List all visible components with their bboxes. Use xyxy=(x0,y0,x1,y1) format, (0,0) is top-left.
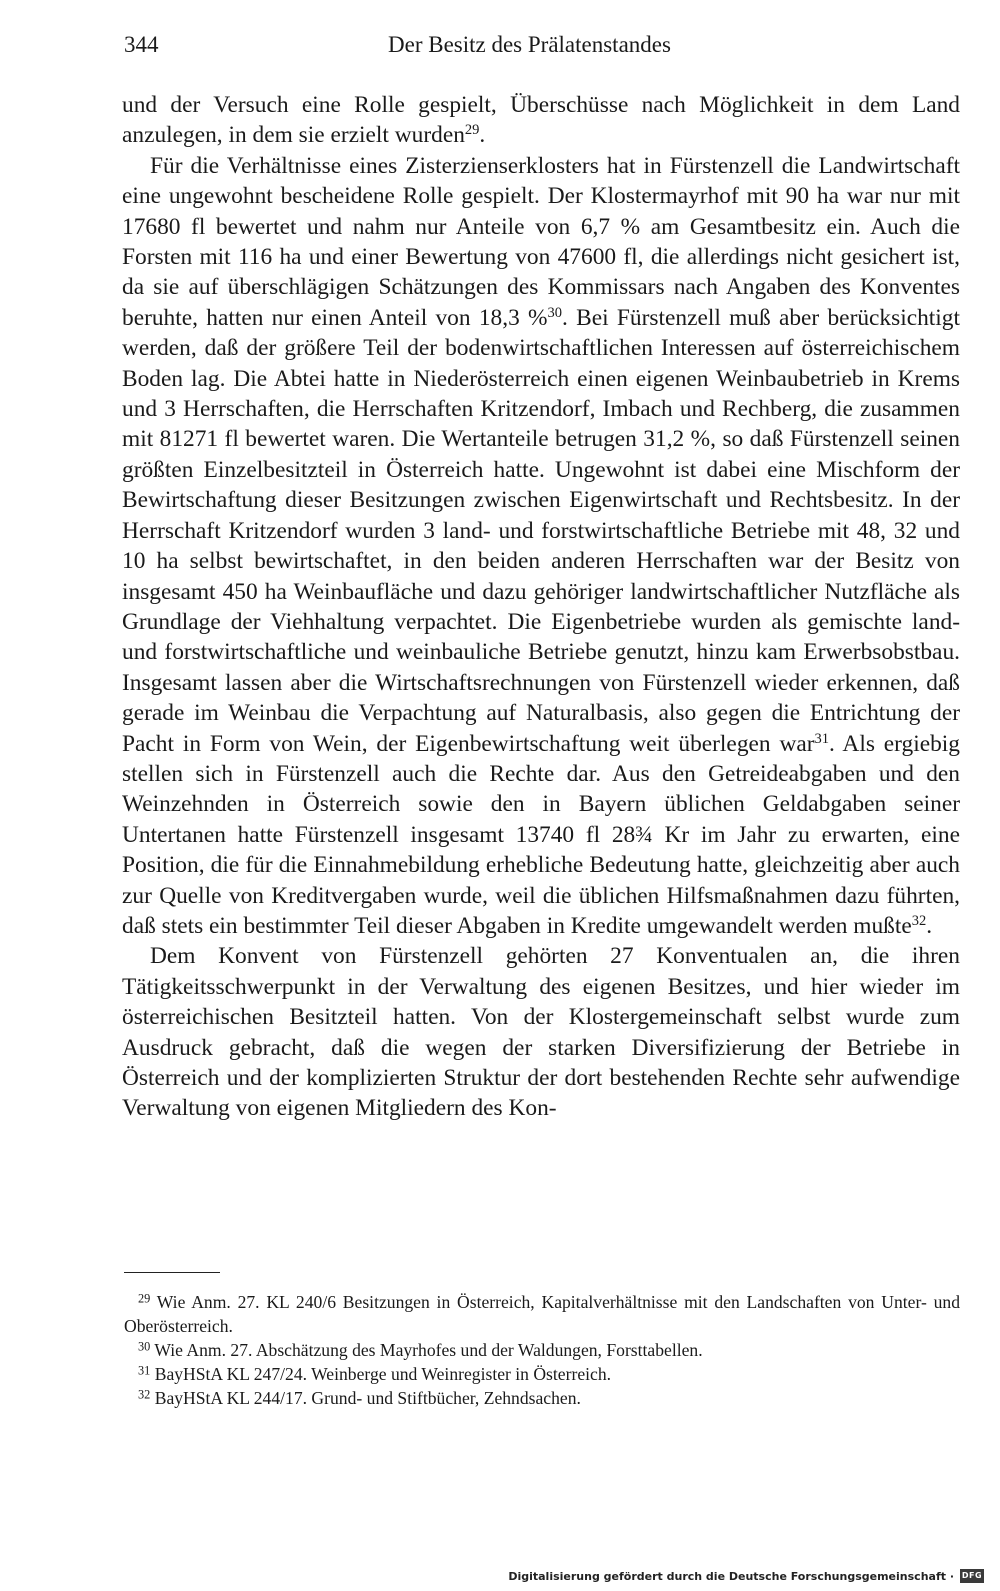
paragraph-text: . xyxy=(926,912,933,939)
page-number: 344 xyxy=(124,32,159,57)
digitization-credit xyxy=(508,1567,984,1585)
footnotes xyxy=(124,1290,960,1410)
footnote-number: 29 xyxy=(138,1291,151,1306)
body-text xyxy=(122,90,960,1124)
footnote-number: 32 xyxy=(138,1387,151,1402)
footnote xyxy=(124,1338,960,1362)
footnote-text: Wie Anm. 27. Abschätzung des Mayrhofes und der Waldungen, Forsttabellen. xyxy=(150,1340,703,1360)
footnote-text: BayHStA KL 244/17. Grund- und Stiftbücher, Zehndsachen. xyxy=(150,1388,581,1408)
credit-text: Digitalisierung gefördert durch die Deutsche Forschungsgemeinschaft · xyxy=(508,1569,954,1583)
paragraph-text: und der Versuch eine Rolle gespielt, Überschüsse nach Möglichkeit in dem Land anzulegen, in dem sie erzielt wurden xyxy=(122,92,960,149)
footnote-marker: 31 xyxy=(814,730,830,747)
paragraph-text: . Bei Fürstenzell muß aber berücksichtigt werden, daß der größere Teil der bodenwirtschaftlichen Interessen auf österreichischem Boden lag. Die Abtei hatte in Niederösterreich einen eigenen Weinbaubetrieb in Krems und 3 Herrschaften, die Herrschaften Kritzendorf, Imbach und Rechberg, die zusammen mit 81271 fl bewertet waren. Die Wertanteile betrugen 31,2 %, so daß Fürstenzell seinen größten Einzelbesitzteil in Österreich hatte. Ungewohnt ist dabei eine Mischform der Bewirtschaftung dieser Besitzungen zwischen Eigenwirtschaft und Rechtsbesitz. In der Herrschaft Kritzendorf wurden 3 land- und forstwirtschaftliche Betriebe mit 48, 32 und 10 ha selbst bewirtschaftet, in den beiden anderen Herrschaften war der Besitz von insgesamt 450 ha Weinbaufläche und dazu gehöriger landwirtschaftlicher Nutzfläche als Grundlage der Viehhaltung verpachtet. Die Eigenbetriebe wurden als gemischte land- und forstwirtschaftliche und weinbauliche Betriebe genutzt, hinzu kam Erwerbsobstbau. Insgesamt lassen aber die Wirtschaftsrechnungen von Fürstenzell wieder erkennen, daß gerade im Weinbau die Verpachtung auf Naturalbasis, also gegen die Entrichtung der Pacht in Form von Wein, der Eigenbewirtschaftung weit überlegen war xyxy=(122,304,960,757)
footnote-marker: 32 xyxy=(911,913,927,929)
paragraph xyxy=(122,941,960,1123)
paragraph-text: Für die Verhältnisse eines Zisterzienserklosters hat in Fürstenzell die Landwirtschaft eine ungewohnt bescheidene Rolle gespielt. Der Klostermayrhof mit 90 ha war nur mit 17680 fl bewertet und nahm nur Anteile von 6,7 % am Gesamtbesitz ein. Auch die Forsten mit 116 ha und einer Bewertung von 47600 fl, die allerdings nicht gesichert ist, da sie auf überschlägigen Schätzungen des Kommissars nach Angaben des Konventes beruhte, hatten nur einen Anteil von 18,3 % xyxy=(122,152,960,331)
footnote-text: Wie Anm. 27. KL 240/6 Besitzungen in Österreich, Kapitalverhältnisse mit den Landschaften von Unter- und Oberösterreich. xyxy=(124,1292,960,1336)
paragraph xyxy=(122,90,960,151)
paragraph xyxy=(122,151,960,942)
paragraph-text: Dem Konvent von Fürstenzell gehörten 27 Konventualen an, die ihren Tätigkeitsschwerpunkt in der Verwaltung des eigenen Besitzes, und hier wieder im österreichischen Besitzteil hatten. Von der Klostergemeinschaft selbst wurde zum Ausdruck gebracht, daß die wegen der starken Diversifizierung der Betriebe in Österreich und der komplizierten Struktur der dort bestehenden Rechte sehr aufwendige Verwaltung von eigenen Mitgliedern des Kon- xyxy=(122,943,960,1122)
footnote xyxy=(124,1386,960,1410)
footnote xyxy=(124,1290,960,1338)
paragraph-text: . xyxy=(479,122,486,149)
dfg-logo: DFG xyxy=(960,1569,984,1583)
footnote-separator xyxy=(124,1272,220,1273)
paragraph-text: . Als ergiebig stellen sich in Fürstenzell auch die Rechte dar. Aus den Getreideabgaben und den Weinzehnden in Österreich sowie den in Bayern üblichen Geldabgaben seiner Untertanen hatte Fürstenzell insgesamt 13740 fl 28¾ Kr im Jahr zu erwarten, eine Position, die für die Einnahmebildung erhebliche Bedeutung hatte, gleichzeitig aber auch zur Quelle von Kreditvergaben wurde, weil die üblichen Hilfsmaßnahmen dazu führten, daß stets ein bestimmter Teil dieser Abgaben in Kredite umgewandelt werden mußte xyxy=(122,730,960,939)
footnote-number: 30 xyxy=(138,1339,151,1354)
footnote-number: 31 xyxy=(138,1363,151,1378)
footnote-marker: 30 xyxy=(547,304,563,321)
footnote xyxy=(124,1362,960,1386)
footnote-text: BayHStA KL 247/24. Weinberge und Weinregister in Österreich. xyxy=(150,1364,612,1384)
footnote-marker: 29 xyxy=(464,122,480,139)
page-header xyxy=(124,32,956,62)
running-title: Der Besitz des Prälatenstandes xyxy=(388,32,671,57)
